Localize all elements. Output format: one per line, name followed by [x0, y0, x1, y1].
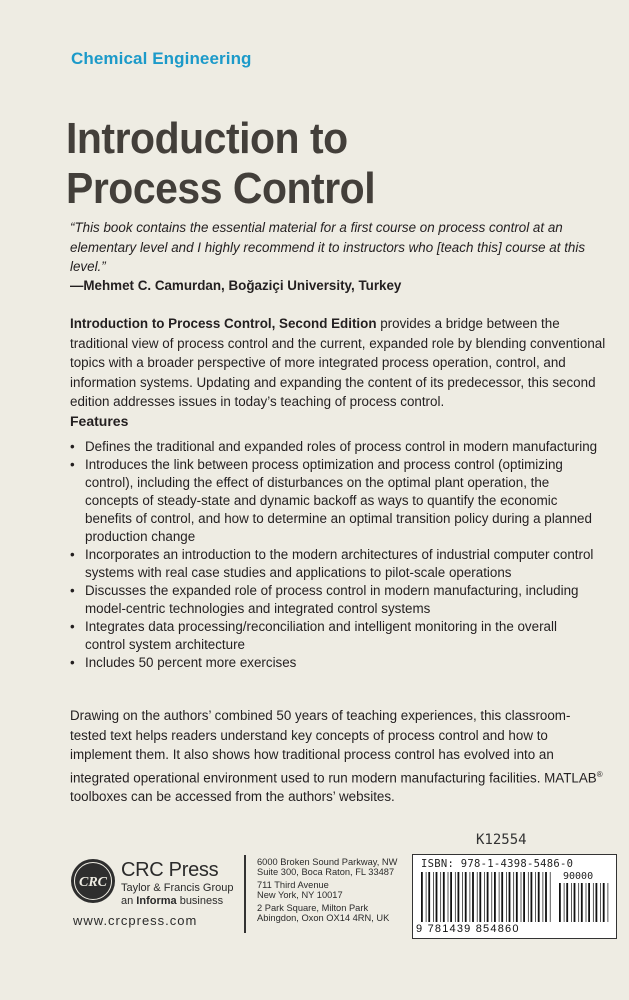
barcode-bar [523, 872, 525, 922]
barcode-bar [571, 883, 572, 922]
barcode-bar [487, 872, 489, 922]
barcode-main-icon [421, 872, 553, 922]
feature-item [70, 654, 600, 672]
intro-paragraph [70, 314, 606, 412]
feature-item [70, 546, 600, 582]
barcode-bar [499, 872, 500, 922]
intro-text: provides a bridge between the traditional view of process control and the current, expanded role by blending conventional topics with a broader perspective of more integrated process operation, control, and information systems. Updating and expanding the content of its predecessor, this second edition addresses issues in today’s teaching of process control. [70, 316, 606, 409]
barcode-bar [528, 872, 529, 922]
barcode-bar [465, 872, 467, 922]
feature-text: Defines the traditional and expanded roles of process control in modern manufacturing [85, 439, 598, 454]
feature-text: Integrates data processing/reconciliation and intelligent monitoring in the overall control system architecture [85, 619, 557, 652]
barcode-bar [436, 872, 438, 922]
address-abingdon [257, 903, 397, 924]
endorsement-quote: “This book contains the essential material for a first course on process control at an elementary level and I highly recommend it to instructors who [teach this] course at this level.” [70, 220, 586, 274]
address-line: 2 Park Square, Milton Park [257, 902, 369, 913]
barcode-bar [578, 883, 579, 922]
title-line-1: Introduction to [66, 114, 348, 163]
title-line-2: Process Control [66, 164, 376, 213]
business-suffix: business [176, 895, 224, 907]
barcode-bar [428, 872, 430, 922]
barcode-bar [566, 883, 568, 922]
closing-paragraph [70, 706, 606, 807]
barcode-bar [581, 883, 583, 922]
barcode-bar [455, 872, 456, 922]
book-title [66, 114, 375, 214]
barcode-bar [472, 872, 474, 922]
barcode-bar [509, 872, 511, 922]
barcode-bar [491, 872, 492, 922]
feature-text: Introduces the link between process optimization and process control (optimizing control), including the effect of disturbances on the optimal plant operation, the concepts of steady-state and dynamic backoff as ways to quantify the economic benefits of control, and how to determine an optimal transition policy during a planned production change [85, 457, 592, 544]
barcode-bar [545, 872, 547, 922]
isbn-text: ISBN: 978-1-4398-5486-0 [421, 858, 574, 870]
bullet-icon: • [70, 457, 75, 472]
publisher-name: CRC Press [121, 859, 219, 881]
features-heading: Features [70, 413, 129, 429]
barcode-bar [494, 872, 496, 922]
bullet-icon: • [70, 655, 75, 670]
barcode-bar [574, 883, 576, 922]
barcode-bar [421, 872, 423, 922]
closing-text-after: toolboxes can be accessed from the authors’ websites. [70, 789, 395, 805]
features-list [70, 438, 600, 672]
barcode-bar [458, 872, 460, 922]
feature-text: Incorporates an introduction to the modern architectures of industrial computer control systems with real case studies and applications to pilot-scale operations [85, 547, 594, 580]
price-code: 90000 [563, 871, 594, 882]
logo-text: CRC [78, 875, 108, 890]
registered-mark: ® [596, 769, 603, 779]
closing-text-before: Drawing on the authors’ combined 50 years of teaching experiences, this classroom-tested text helps readers understand key concepts of process control and how to implement them. It also shows how traditional process control has evolved into an integrated operational environment used to run modern manufacturing facilities. MATLAB [70, 708, 597, 785]
bullet-icon: • [70, 619, 75, 634]
endorsement-attribution: —Mehmet C. Camurdan, Boğaziçi University, Turkey [70, 278, 402, 293]
feature-item [70, 438, 600, 456]
barcode-bar [564, 883, 565, 922]
barcode-bar [543, 872, 544, 922]
barcode-bar [588, 883, 590, 922]
barcode-bar [462, 872, 463, 922]
barcode-bar [600, 883, 601, 922]
business-prefix: an [121, 895, 137, 907]
publisher-divider [244, 855, 246, 933]
barcode-bar [596, 883, 598, 922]
address-line: 6000 Broken Sound Parkway, NW [257, 857, 398, 867]
publisher-group: Taylor & Francis Group [121, 882, 234, 894]
bullet-icon: • [70, 439, 75, 454]
feature-item [70, 582, 600, 618]
feature-item [70, 456, 600, 546]
barcode-bar [513, 872, 514, 922]
publisher-business [121, 895, 223, 907]
address-boca-raton [257, 857, 397, 878]
barcode-addon-icon [559, 883, 611, 922]
address-line: Abingdon, Oxon OX14 4RN, UK [257, 913, 390, 924]
barcode-bar [450, 872, 452, 922]
barcode-bar [550, 872, 551, 922]
feature-text: Includes 50 percent more exercises [85, 655, 297, 670]
barcode-bar [470, 872, 471, 922]
category-label: Chemical Engineering [71, 49, 252, 68]
address-line: New York, NY 10017 [257, 890, 343, 901]
publisher-website: www.crcpress.com [73, 913, 198, 928]
product-code: K12554 [476, 832, 527, 848]
barcode-bar [521, 872, 522, 922]
barcode-bar [538, 872, 540, 922]
barcode-bar [479, 872, 481, 922]
bullet-icon: • [70, 583, 75, 598]
isbn-barcode-box [412, 854, 617, 939]
barcode-bar [586, 883, 587, 922]
barcode-bar [440, 872, 441, 922]
barcode-bar [535, 872, 536, 922]
intro-bold-title: Introduction to Process Control, Second Edition [70, 316, 377, 331]
barcode-bar [559, 883, 561, 922]
barcode-bar [484, 872, 485, 922]
barcode-bar [426, 872, 427, 922]
feature-text: Discusses the expanded role of process control in modern manufacturing, including model-centric technologies and integrated control systems [85, 583, 579, 616]
address-line: 711 Third Avenue [257, 879, 329, 890]
barcode-bar [443, 872, 445, 922]
barcode-bar [531, 872, 533, 922]
barcode-bar [477, 872, 478, 922]
business-brand: Informa [136, 895, 177, 907]
barcode-bar [603, 883, 605, 922]
address-line: Suite 300, Boca Raton, FL 33487 [257, 867, 395, 878]
publisher-addresses [257, 857, 397, 925]
barcode-bar [516, 872, 518, 922]
feature-item [70, 618, 600, 654]
barcode-digits: 9 781439 854860 [416, 923, 520, 935]
barcode-bar [448, 872, 449, 922]
address-new-york [257, 880, 397, 901]
barcode-bar [501, 872, 503, 922]
barcode-bar [433, 872, 434, 922]
crc-logo-icon [70, 858, 116, 904]
barcode-bar [506, 872, 507, 922]
bullet-icon: • [70, 547, 75, 562]
barcode-bar [608, 883, 609, 922]
barcode-bar [593, 883, 594, 922]
